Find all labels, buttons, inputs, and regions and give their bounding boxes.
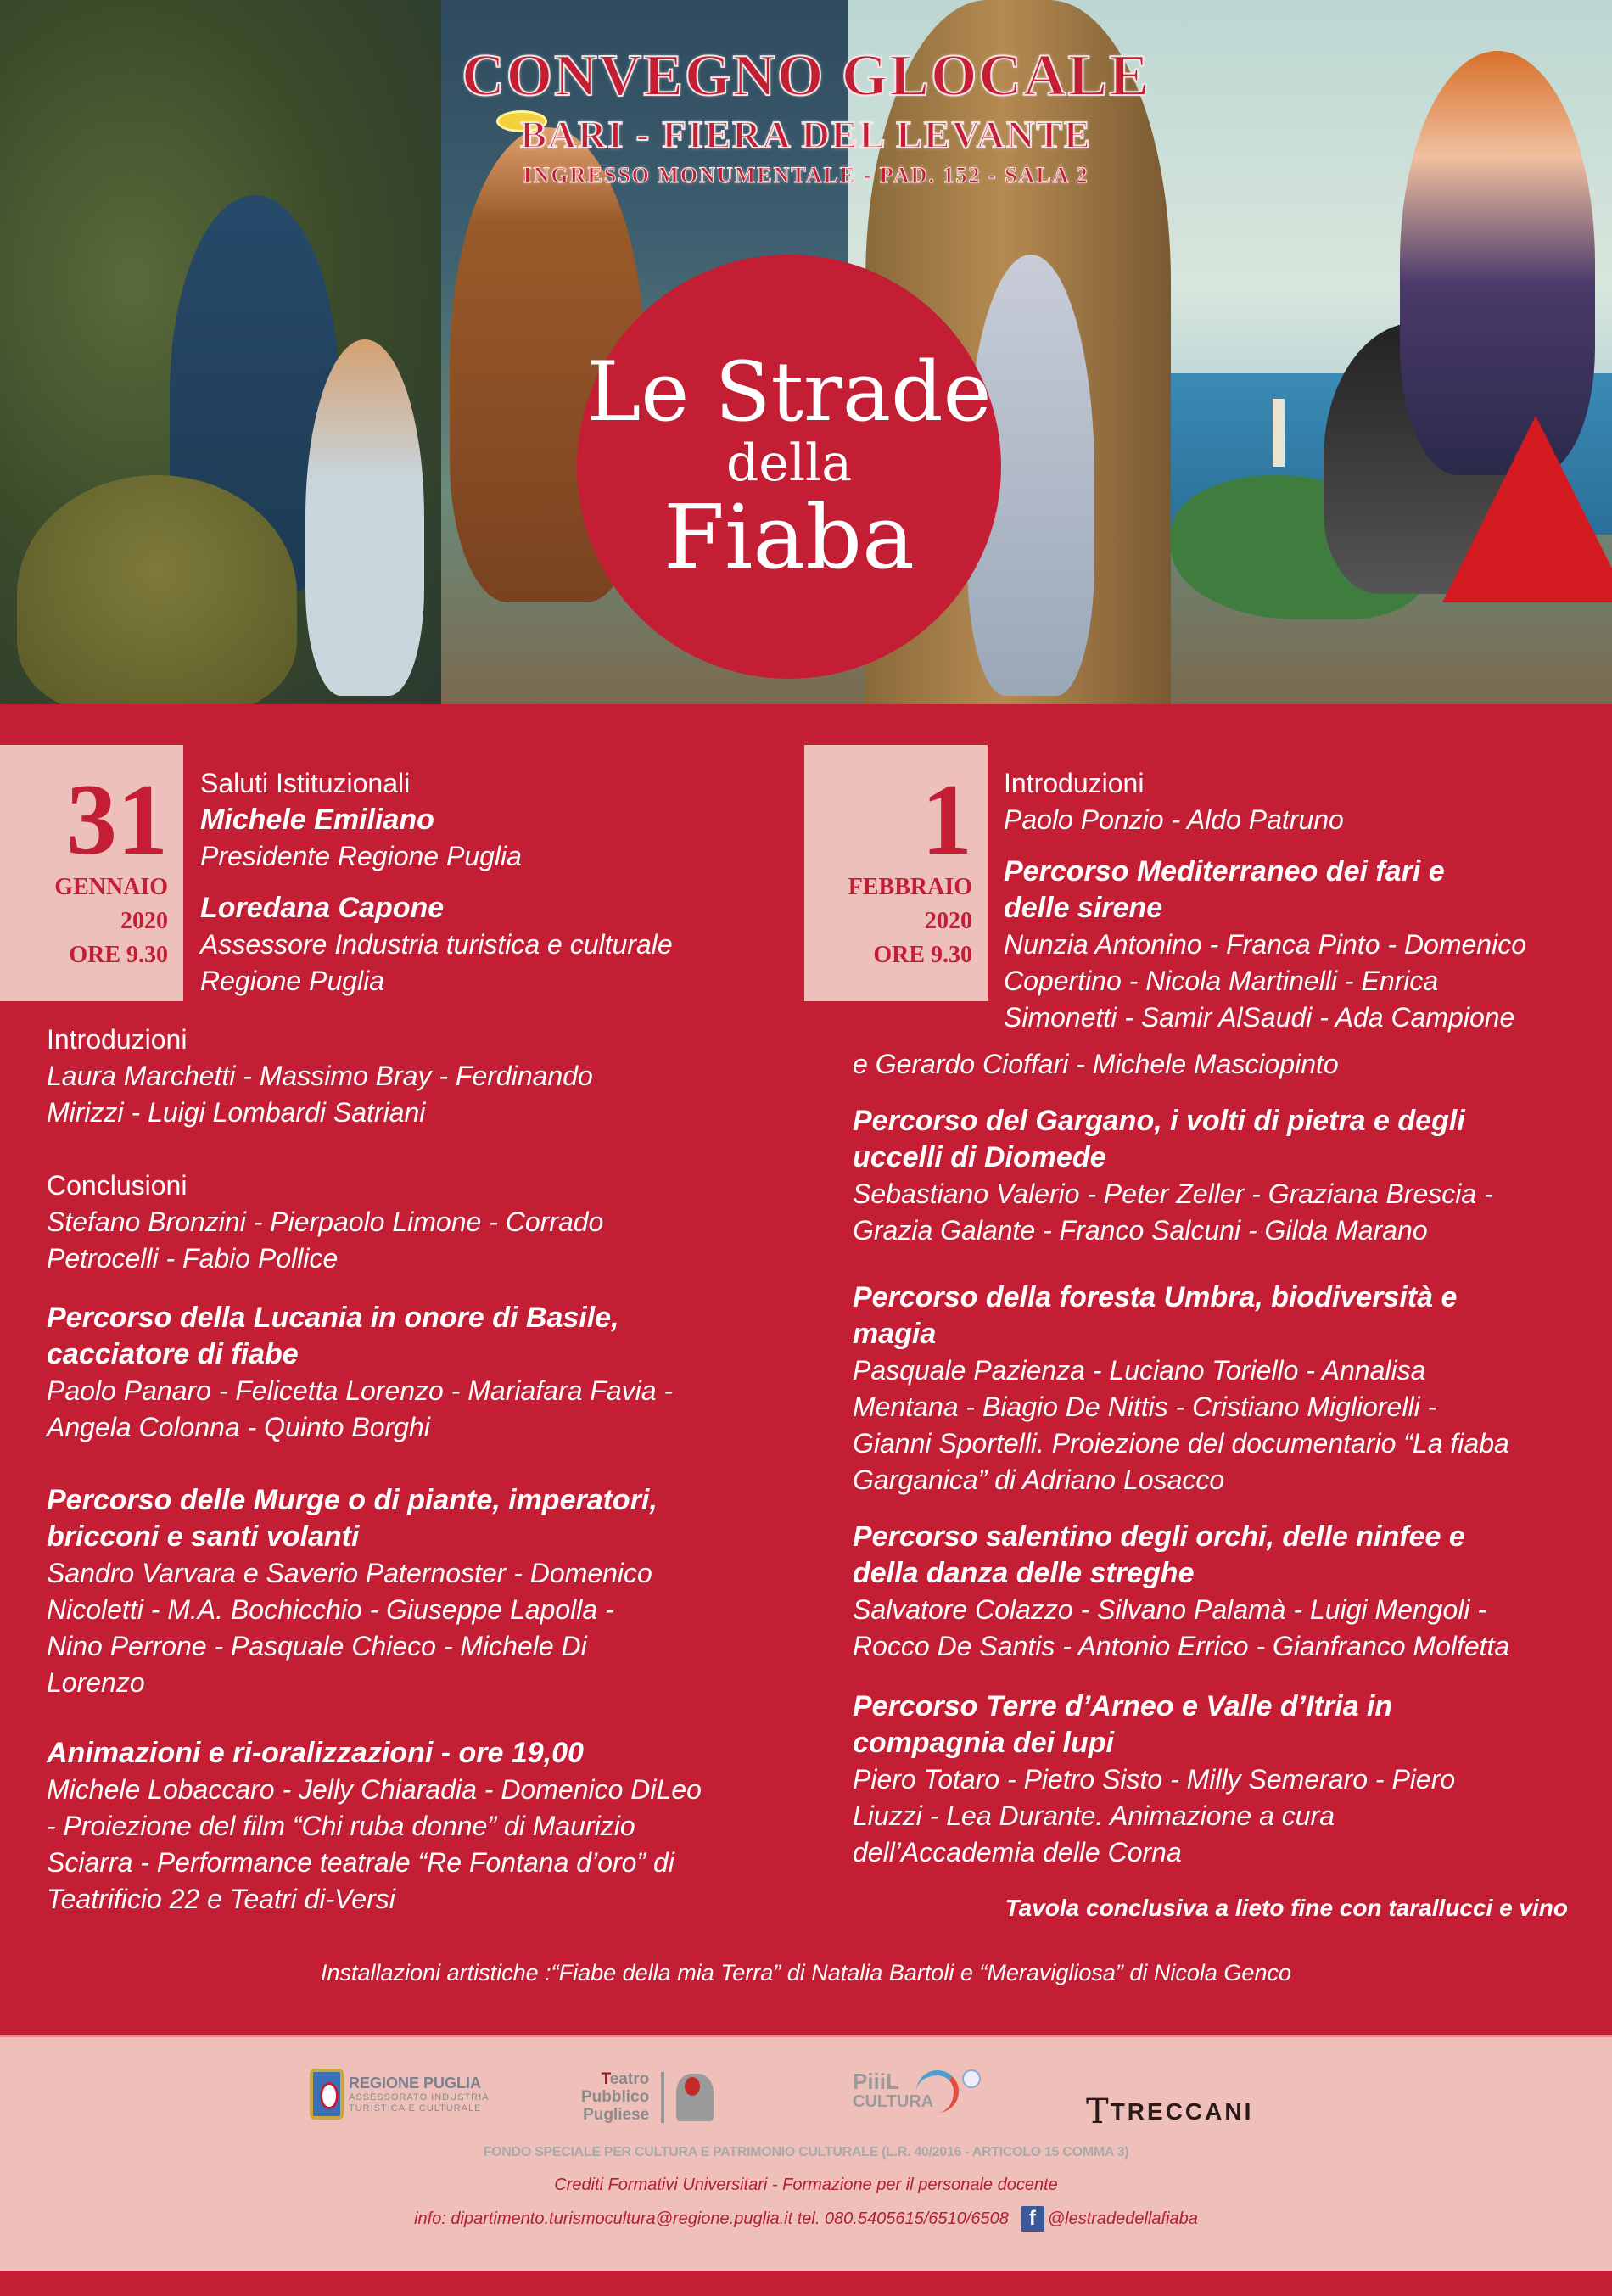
eu-seal-icon xyxy=(962,2069,981,2088)
session-people: Michele Lobaccaro - Jelly Chiaradia - Domenico DiLeo xyxy=(47,1774,702,1805)
session-people: dell’Accademia delle Corna xyxy=(853,1837,1182,1868)
badge-line-2: della xyxy=(725,433,853,493)
day2-introductions xyxy=(1004,765,1526,1036)
session-people: Simonetti - Samir AlSaudi - Ada Campione xyxy=(1004,1002,1515,1033)
session-title: Percorso della foresta Umbra, biodiversità e xyxy=(853,1281,1458,1313)
puglia-map-icon xyxy=(916,2070,959,2113)
logo-piil-cultura xyxy=(853,2070,981,2113)
credits-note: Crediti Formativi Universitari - Formazione per il personale docente xyxy=(554,2176,1058,2194)
lighthouse xyxy=(1273,399,1285,467)
session-title: bricconi e santi volanti xyxy=(47,1520,360,1553)
session-people: Pasquale Pazienza - Luciano Toriello - Annalisa xyxy=(853,1355,1426,1386)
speaker-name: Michele Emiliano xyxy=(200,804,434,836)
event-title: CONVEGNO GLOCALE xyxy=(462,43,1150,109)
logo-text: REGIONE PUGLIA xyxy=(349,2074,482,2092)
session-people: Mentana - Biagio De Nittis - Cristiano Migliorelli - xyxy=(853,1392,1437,1422)
intro-label: Introduzioni xyxy=(47,1024,188,1055)
event-location: BARI - FIERA DEL LEVANTE xyxy=(520,113,1092,156)
footer xyxy=(0,2035,1612,2271)
logo-text: Pugliese xyxy=(583,2106,650,2124)
session-gargano xyxy=(853,1103,1493,1249)
facebook-icon[interactable]: f xyxy=(1021,2206,1044,2232)
session-people: Salvatore Colazzo - Silvano Palamà - Luigi Mengoli - xyxy=(853,1594,1487,1625)
session-people: Gianni Sportelli. Proiezione del documentario “La fiaba xyxy=(853,1428,1509,1459)
intro-people: Mirizzi - Luigi Lombardi Satriani xyxy=(47,1097,426,1128)
day1-conclusions xyxy=(47,1168,603,1277)
day1-time: ORE 9.30 xyxy=(69,942,168,968)
session-title: Percorso del Gargano, i volti di pietra e degli xyxy=(853,1105,1465,1137)
speaker-name: Loredana Capone xyxy=(200,892,445,924)
session-title: Percorso Mediterraneo dei fari e xyxy=(1004,855,1445,888)
speaker-role: Regione Puglia xyxy=(200,966,385,996)
conclusions-people: Petrocelli - Fabio Pollice xyxy=(47,1243,339,1274)
social-handle[interactable]: @lestradedellafiaba xyxy=(1047,2209,1198,2228)
day2-time: ORE 9.30 xyxy=(873,942,972,968)
session-title: delle sirene xyxy=(1004,892,1163,924)
session-people: Lorenzo xyxy=(47,1667,145,1698)
session-title: Percorso Terre d’Arneo e Valle d’Itria in xyxy=(853,1690,1393,1722)
session-murge xyxy=(47,1482,658,1701)
logo-text: Pubblico xyxy=(581,2088,650,2106)
speaker-role: Assessore Industria turistica e culturale xyxy=(200,929,673,960)
day2-month: FEBBRAIO xyxy=(848,874,972,900)
logo-teatro-pubblico-pugliese xyxy=(581,2070,714,2124)
session-animazioni xyxy=(47,1735,702,1918)
logo-text: ASSESSORATO INDUSTRIA xyxy=(349,2092,490,2103)
session-lucania xyxy=(47,1300,673,1446)
logo-regione-puglia xyxy=(310,2069,489,2120)
speaker-role: Presidente Regione Puglia xyxy=(200,841,522,871)
day1-year: 2020 xyxy=(120,908,168,934)
fund-note: FONDO SPECIALE PER CULTURA E PATRIMONIO CULTURALE (L.R. 40/2016 - ARTICOLO 15 COMMA 3) xyxy=(483,2145,1129,2159)
logo-text: Teatro xyxy=(601,2070,650,2088)
session-title: della danza delle streghe xyxy=(853,1557,1195,1589)
session-people: Sandro Varvara e Saverio Paternoster - Domenico xyxy=(47,1558,652,1588)
conclusions-people: Stefano Bronzini - Pierpaolo Limone - Corrado xyxy=(47,1207,604,1237)
contact-info xyxy=(0,2206,1612,2232)
intro-label: Introduzioni xyxy=(1004,768,1145,798)
session-foresta-umbra xyxy=(853,1280,1509,1498)
crest-icon xyxy=(310,2069,344,2120)
logo-text: TRECCANI xyxy=(1110,2098,1254,2125)
bottom-strip xyxy=(0,2271,1612,2296)
session-people: Rocco De Santis - Antonio Errico - Gianfranco Molfetta xyxy=(853,1631,1510,1661)
treccani-t-icon: T xyxy=(1086,2092,1109,2131)
session-people: Liuzzi - Lea Durante. Animazione a cura xyxy=(853,1800,1335,1831)
session-people: Angela Colonna - Quinto Borghi xyxy=(47,1412,430,1442)
intro-people: Paolo Ponzio - Aldo Patruno xyxy=(1004,804,1344,835)
footer-divider xyxy=(0,2035,1612,2037)
hero-illustration xyxy=(0,0,1612,704)
session-title: compagnia dei lupi xyxy=(853,1727,1114,1759)
logo-text: CULTURA xyxy=(853,2092,934,2111)
session-title: uccelli di Diomede xyxy=(853,1141,1106,1173)
logo-text: TURISTICA E CULTURALE xyxy=(349,2103,482,2114)
session-title: Animazioni e ri-oralizzazioni - ore 19,00 xyxy=(47,1737,584,1769)
session-people: Teatrificio 22 e Teatri di-Versi xyxy=(47,1884,395,1914)
day1-introductions xyxy=(47,1022,593,1131)
contact-text[interactable]: info: dipartimento.turismocultura@regione.puglia.it tel. 080.5405615/6510/6508 xyxy=(414,2209,1009,2228)
red-hat-icon xyxy=(1442,416,1612,602)
session-people: Nicoletti - M.A. Bochicchio - Giuseppe Lapolla - xyxy=(47,1594,614,1625)
installations-note: Installazioni artistiche :“Fiabe della mia Terra” di Natalia Bartoli e “Meravigliosa” di Nicola Genco xyxy=(321,1960,1291,1985)
ogre-figure xyxy=(17,475,297,704)
session-people: Nunzia Antonino - Franca Pinto - Domenico xyxy=(1004,929,1526,960)
saluti-label: Saluti Istituzionali xyxy=(200,768,411,798)
day1-welcome xyxy=(200,765,673,1000)
day1-number: 31 xyxy=(66,763,168,876)
day2-year: 2020 xyxy=(925,908,972,934)
date-box-day1 xyxy=(0,745,183,1001)
session-title: magia xyxy=(853,1318,937,1350)
session-arneo-itria xyxy=(853,1688,1455,1871)
session-people: Paolo Panaro - Felicetta Lorenzo - Mariafara Favia - xyxy=(47,1375,674,1406)
session-people: Nino Perrone - Pasquale Chieco - Michele Di xyxy=(47,1631,587,1661)
session-people: Grazia Galante - Franco Salcuni - Gilda Marano xyxy=(853,1215,1428,1246)
session-people: e Gerardo Cioffari - Michele Masciopinto xyxy=(853,1049,1339,1079)
session-title: Percorso salentino degli orchi, delle ninfee e xyxy=(853,1520,1465,1553)
date-box-day2 xyxy=(804,745,988,1001)
session-people: Sciarra - Performance teatrale “Re Fontana d’oro” di xyxy=(47,1847,674,1878)
session-title: cacciatore di fiabe xyxy=(47,1338,299,1370)
closing-note: Tavola conclusiva a lieto fine con tarallucci e vino xyxy=(1005,1895,1568,1921)
badge-line-3: Fiaba xyxy=(663,484,915,589)
lady-figure xyxy=(305,339,424,696)
event-venue: INGRESSO MONUMENTALE - PAD. 152 - SALA 2 xyxy=(523,163,1089,188)
theatre-mask-icon xyxy=(676,2074,714,2121)
session-people: Sebastiano Valerio - Peter Zeller - Graziana Brescia - xyxy=(853,1179,1493,1209)
badge-line-1: Le Strade xyxy=(586,344,992,440)
title-badge xyxy=(577,255,1001,679)
conclusions-label: Conclusioni xyxy=(47,1170,188,1201)
session-people: Garganica” di Adriano Losacco xyxy=(853,1464,1225,1495)
day1-month: GENNAIO xyxy=(54,874,168,900)
session-title: Percorso delle Murge o di piante, imperatori, xyxy=(47,1484,658,1516)
logo-divider xyxy=(661,2072,664,2123)
session-title: Percorso della Lucania in onore di Basile, xyxy=(47,1302,619,1334)
session-salentino xyxy=(853,1519,1509,1665)
session-people: - Proiezione del film “Chi ruba donne” di Maurizio xyxy=(47,1811,635,1841)
logo-treccani xyxy=(1086,2092,1253,2131)
session-people: Piero Totaro - Pietro Sisto - Milly Semeraro - Piero xyxy=(853,1764,1456,1795)
session-people: Copertino - Nicola Martinelli - Enrica xyxy=(1004,966,1439,996)
day2-number: 1 xyxy=(921,763,972,876)
day2-people-overflow xyxy=(853,1046,1339,1083)
intro-people: Laura Marchetti - Massimo Bray - Ferdinando xyxy=(47,1061,593,1091)
logo-text: PiiiL xyxy=(853,2069,899,2094)
